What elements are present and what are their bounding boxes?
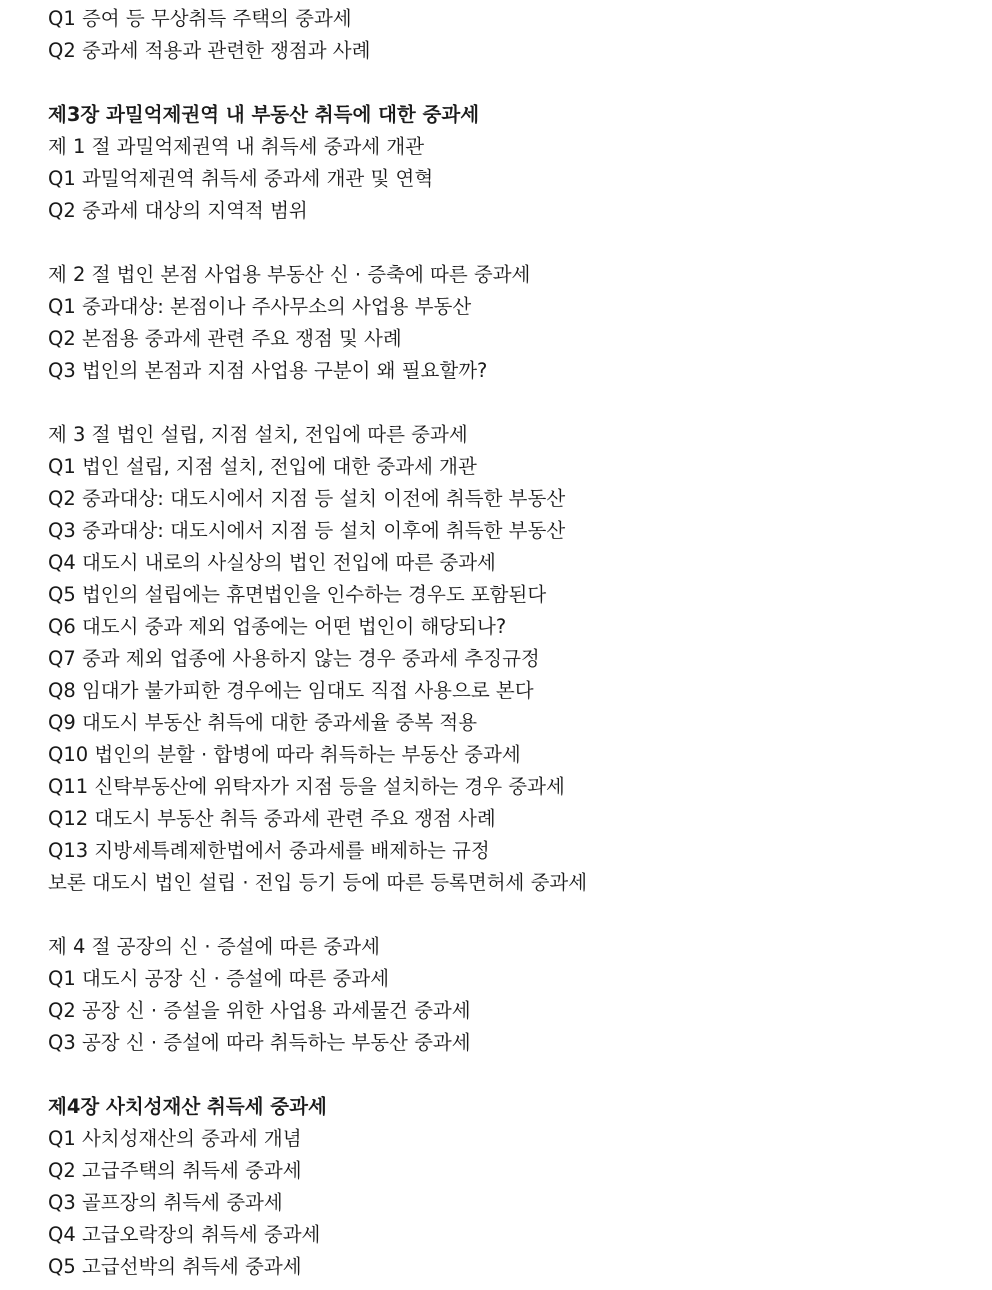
- chapter-heading: 제3장 과밀억제권역 내 부동산 취득에 대한 중과세: [48, 103, 480, 126]
- toc-item: Q5 고급선박의 취득세 중과세: [48, 1255, 302, 1278]
- toc-item: Q1 과밀억제권역 취득세 중과세 개관 및 연혁: [48, 167, 434, 190]
- toc-item: Q8 임대가 불가피한 경우에는 임대도 직접 사용으로 본다: [48, 679, 534, 702]
- section-heading: 제 4 절 공장의 신 · 증설에 따른 중과세: [48, 935, 380, 958]
- toc-item: Q3 골프장의 취득세 중과세: [48, 1191, 283, 1214]
- toc-item: Q9 대도시 부동산 취득에 대한 중과세율 중복 적용: [48, 711, 478, 734]
- toc-item: Q4 고급오락장의 취득세 중과세: [48, 1223, 321, 1246]
- toc-item: Q7 중과 제외 업종에 사용하지 않는 경우 중과세 추징규정: [48, 647, 540, 670]
- toc-item: Q2 중과세 적용과 관련한 쟁점과 사례: [48, 39, 371, 62]
- toc-item: Q2 중과세 대상의 지역적 범위: [48, 199, 308, 222]
- toc-item: Q12 대도시 부동산 취득 중과세 관련 주요 쟁점 사례: [48, 807, 496, 830]
- toc-item: Q2 고급주택의 취득세 중과세: [48, 1159, 302, 1182]
- toc-item: Q13 지방세특례제한법에서 중과세를 배제하는 규정: [48, 839, 490, 862]
- toc-item: Q3 공장 신 · 증설에 따라 취득하는 부동산 중과세: [48, 1031, 471, 1054]
- spacer: [48, 899, 968, 931]
- table-of-contents: [48, 3, 968, 1283]
- toc-item: Q2 중과대상: 대도시에서 지점 등 설치 이전에 취득한 부동산: [48, 487, 566, 510]
- toc-item: Q11 신탁부동산에 위탁자가 지점 등을 설치하는 경우 중과세: [48, 775, 565, 798]
- toc-item: 보론 대도시 법인 설립 · 전입 등기 등에 따른 등록면허세 중과세: [48, 871, 588, 894]
- spacer: [48, 1059, 968, 1091]
- chapter-heading: 제4장 사치성재산 취득세 중과세: [48, 1095, 327, 1118]
- toc-item: Q2 본점용 중과세 관련 주요 쟁점 및 사례: [48, 327, 402, 350]
- toc-item: Q3 중과대상: 대도시에서 지점 등 설치 이후에 취득한 부동산: [48, 519, 566, 542]
- toc-item: Q1 대도시 공장 신 · 증설에 따른 중과세: [48, 967, 390, 990]
- toc-item: Q1 법인 설립, 지점 설치, 전입에 대한 중과세 개관: [48, 455, 477, 478]
- toc-item: Q1 사치성재산의 중과세 개념: [48, 1127, 302, 1150]
- toc-item: Q6 대도시 중과 제외 업종에는 어떤 법인이 해당되나?: [48, 615, 507, 638]
- toc-item: Q1 증여 등 무상취득 주택의 중과세: [48, 7, 352, 30]
- spacer: [48, 67, 968, 99]
- spacer: [48, 227, 968, 259]
- toc-item: Q5 법인의 설립에는 휴면법인을 인수하는 경우도 포함된다: [48, 583, 547, 606]
- toc-item: Q10 법인의 분할 · 합병에 따라 취득하는 부동산 중과세: [48, 743, 521, 766]
- toc-item: Q4 대도시 내로의 사실상의 법인 전입에 따른 중과세: [48, 551, 496, 574]
- toc-item: Q1 중과대상: 본점이나 주사무소의 사업용 부동산: [48, 295, 472, 318]
- section-heading: 제 2 절 법인 본점 사업용 부동산 신 · 증축에 따른 중과세: [48, 263, 531, 286]
- toc-item: Q2 공장 신 · 증설을 위한 사업용 과세물건 중과세: [48, 999, 471, 1022]
- section-heading: 제 1 절 과밀억제권역 내 취득세 중과세 개관: [48, 135, 425, 158]
- section-heading: 제 3 절 법인 설립, 지점 설치, 전입에 따른 중과세: [48, 423, 468, 446]
- toc-item: Q3 법인의 본점과 지점 사업용 구분이 왜 필요할까?: [48, 359, 488, 382]
- spacer: [48, 387, 968, 419]
